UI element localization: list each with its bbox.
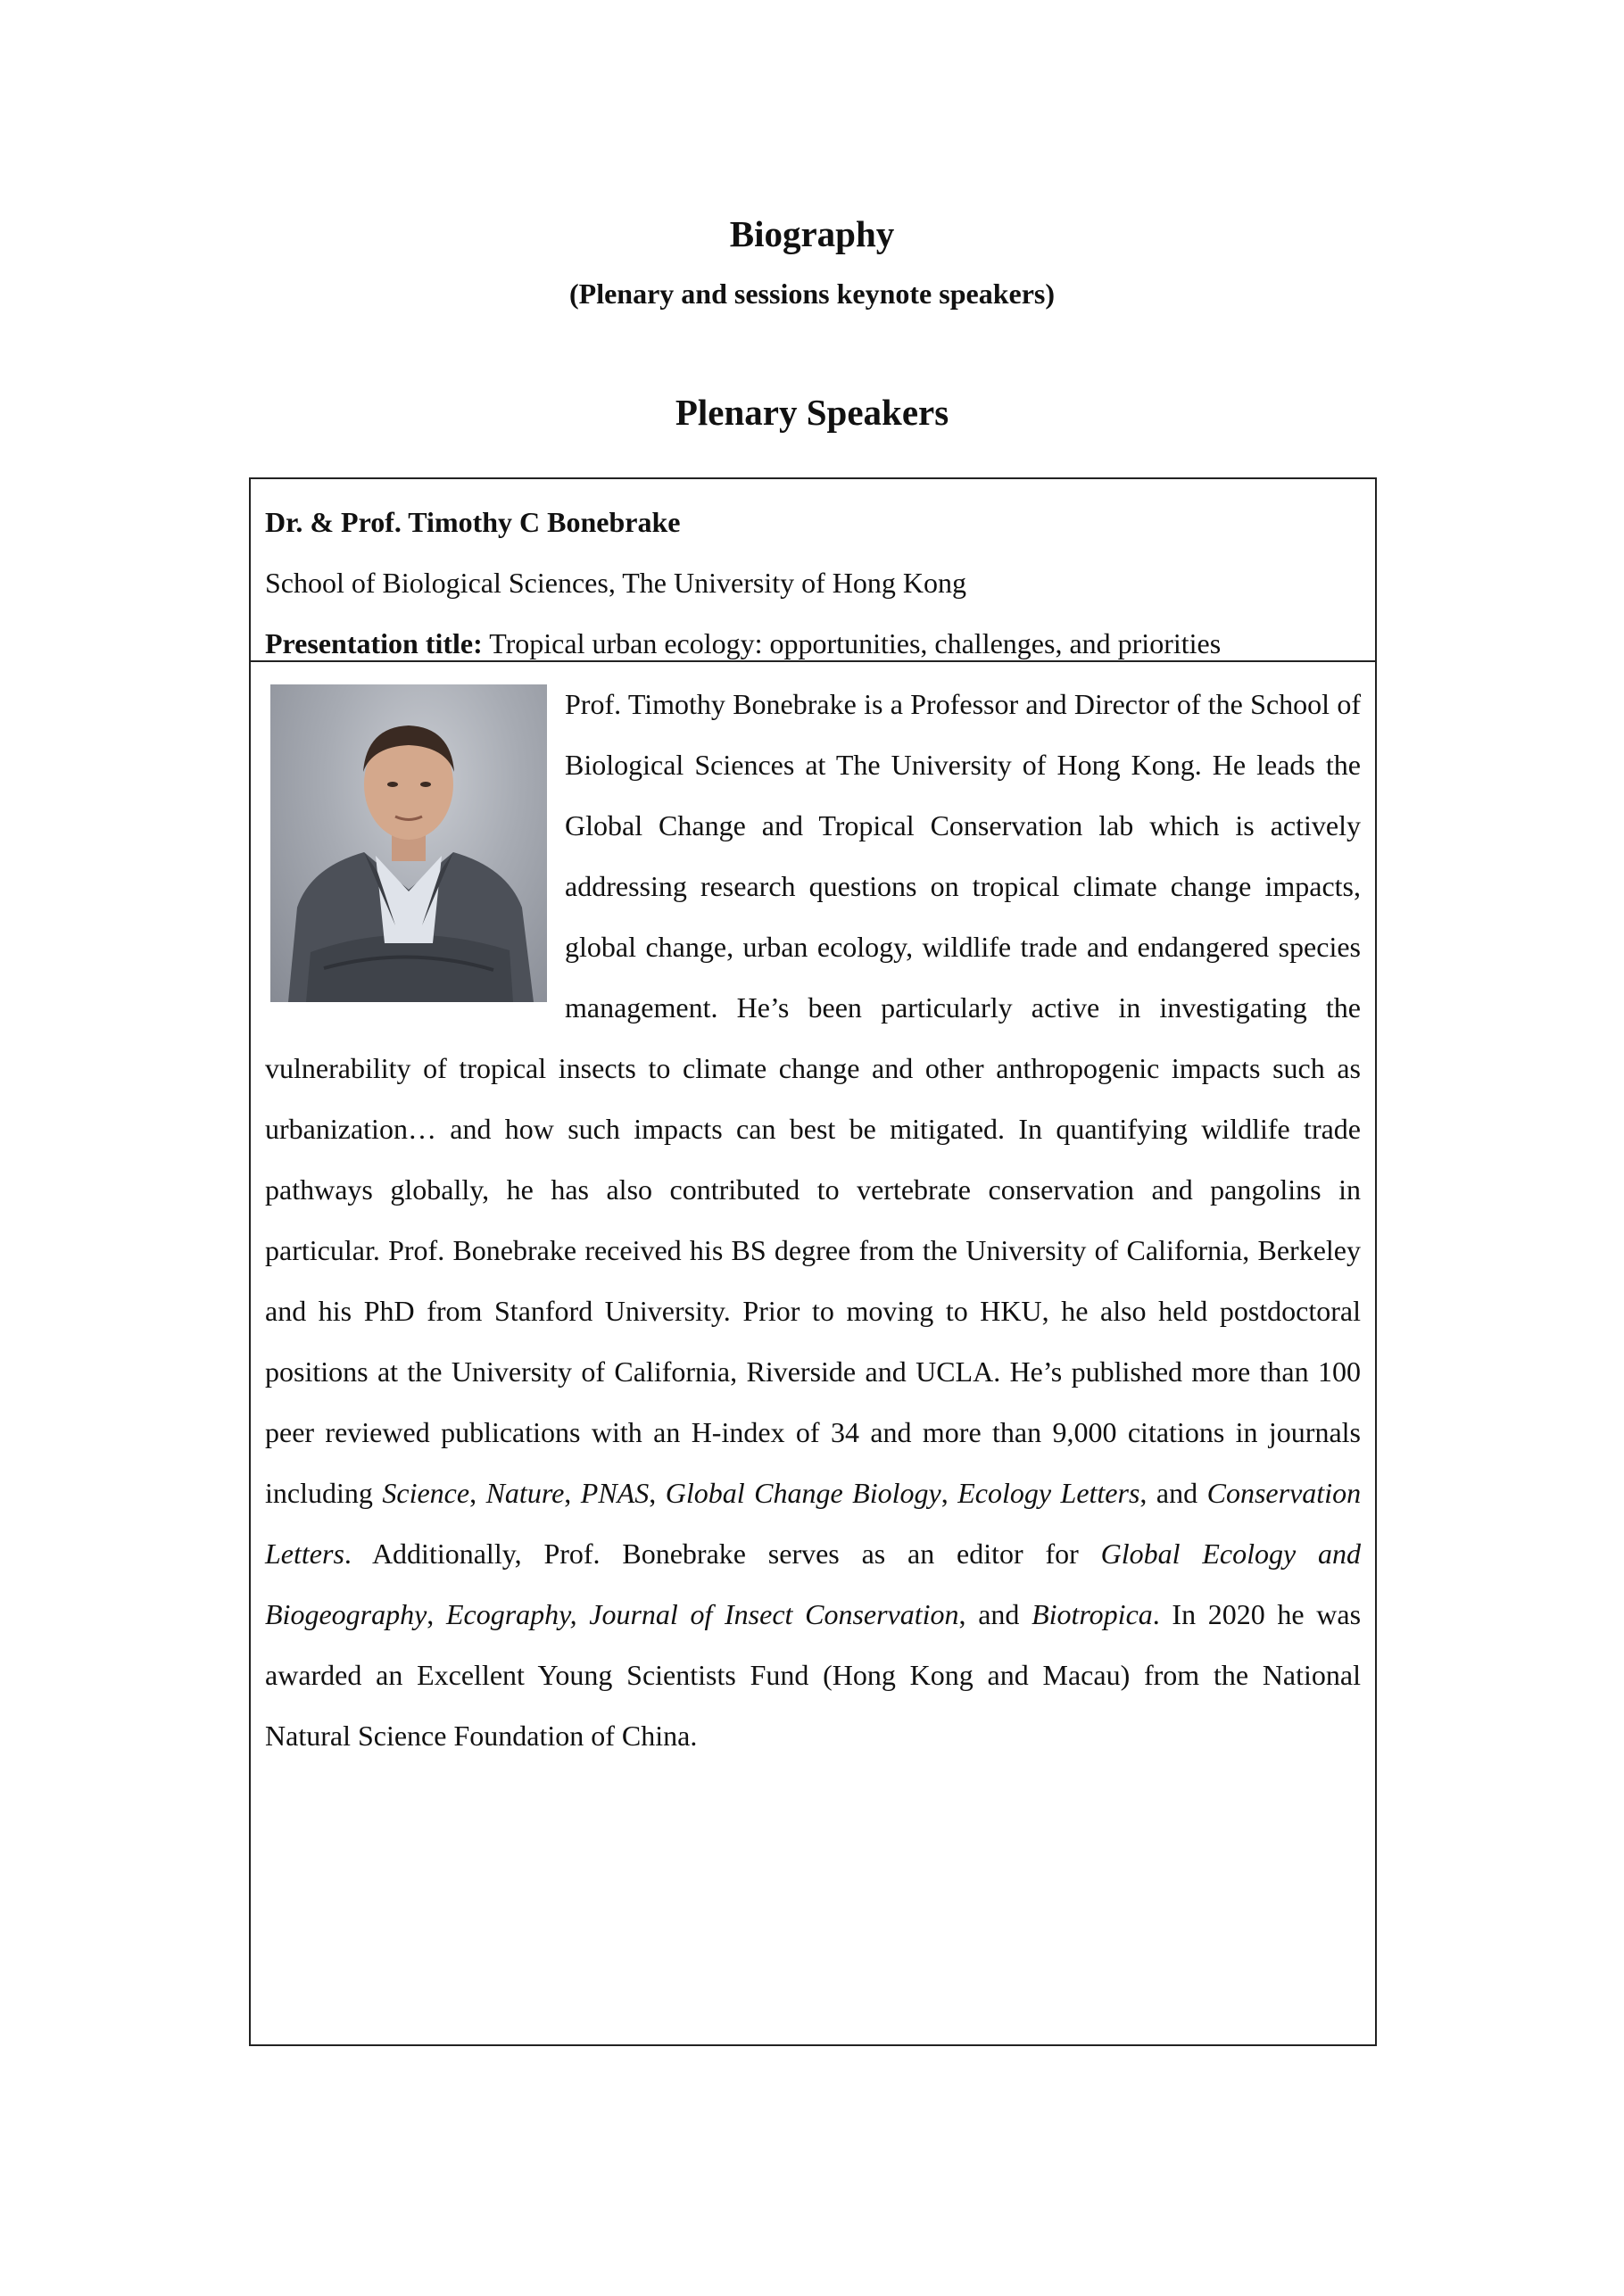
bio-separator: , [564,1477,581,1509]
speaker-affiliation: School of Biological Sciences, The University of Hong Kong [265,567,966,599]
journal-name: Science [382,1477,470,1509]
bio-separator: , [469,1477,486,1509]
section-title: Plenary Speakers [675,392,949,433]
journal-name: Ecography, Journal of Insect Conservation [445,1598,959,1630]
presentation-line [265,613,1361,674]
journal-name: Global Ecology and Biogeography [265,1538,1362,1630]
journal-name: Conservation Letters [265,1477,1362,1570]
bio-separator: , [427,1598,446,1630]
speaker-portrait-icon [270,684,547,1002]
bio-section [265,674,1361,1766]
journal-name: PNAS [580,1477,650,1509]
presentation-title: Tropical urban ecology: opportunities, challenges, and priorities [482,627,1222,659]
bio-separator: . Additionally, Prof. Bonebrake serves as an editor for [344,1538,1101,1570]
journal-name: Global Change Biology [665,1477,941,1509]
presentation-label: Presentation title: [265,627,483,659]
speaker-header [251,479,1375,662]
bio-paragraph: Prof. Timothy Bonebrake is a Professor and Director of the School of Biological Sciences at The University of Hong Kong. He leads the Global Change and Tropical Conservation lab which is actively addressing research questions on tropical climate change impacts, global change, urban ecology, wildlife trade and endangered species management. He’s been particularly active in investigating the vulnerability of tropical insects to climate change and other anthropogenic impacts such as urbanization… and how such impacts can best be mitigated. In quantifying wildlife trade pathways globally, he has also contributed to vertebrate conservation and pangolins in particular. Prof. Bonebrake received his BS degree from the University of California, Berkeley and his PhD from Stanford University. Prior to moving to HKU, he also held postdoctoral positions at the University of California, Riverside and UCLA. He’s published more than 100 peer reviewed publications with an H-index of 34 and more than 9,000 citations in journals including [265,688,1361,1509]
speaker-photo [270,684,547,1002]
page-title: Biography [729,213,895,254]
speaker-name: Dr. & Prof. Timothy C Bonebrake [265,506,681,538]
journal-name: Biotropica [1032,1598,1153,1630]
page-subtitle: (Plenary and sessions keynote speakers) [568,278,1055,310]
journal-name: Nature [485,1477,565,1509]
bio-separator: , [649,1477,666,1509]
bio-separator: , [940,1477,958,1509]
speaker-card [249,477,1377,2046]
bio-separator: , and [1139,1477,1207,1509]
journal-name: Ecology Letters [957,1477,1140,1509]
bio-paragraph-end: . In 2020 he was awarded an Excellent Young Scientists Fund (Hong Kong and Macau) from the National Natural Science Foundation of China. [265,1598,1362,1752]
bio-separator: , and [958,1598,1032,1630]
